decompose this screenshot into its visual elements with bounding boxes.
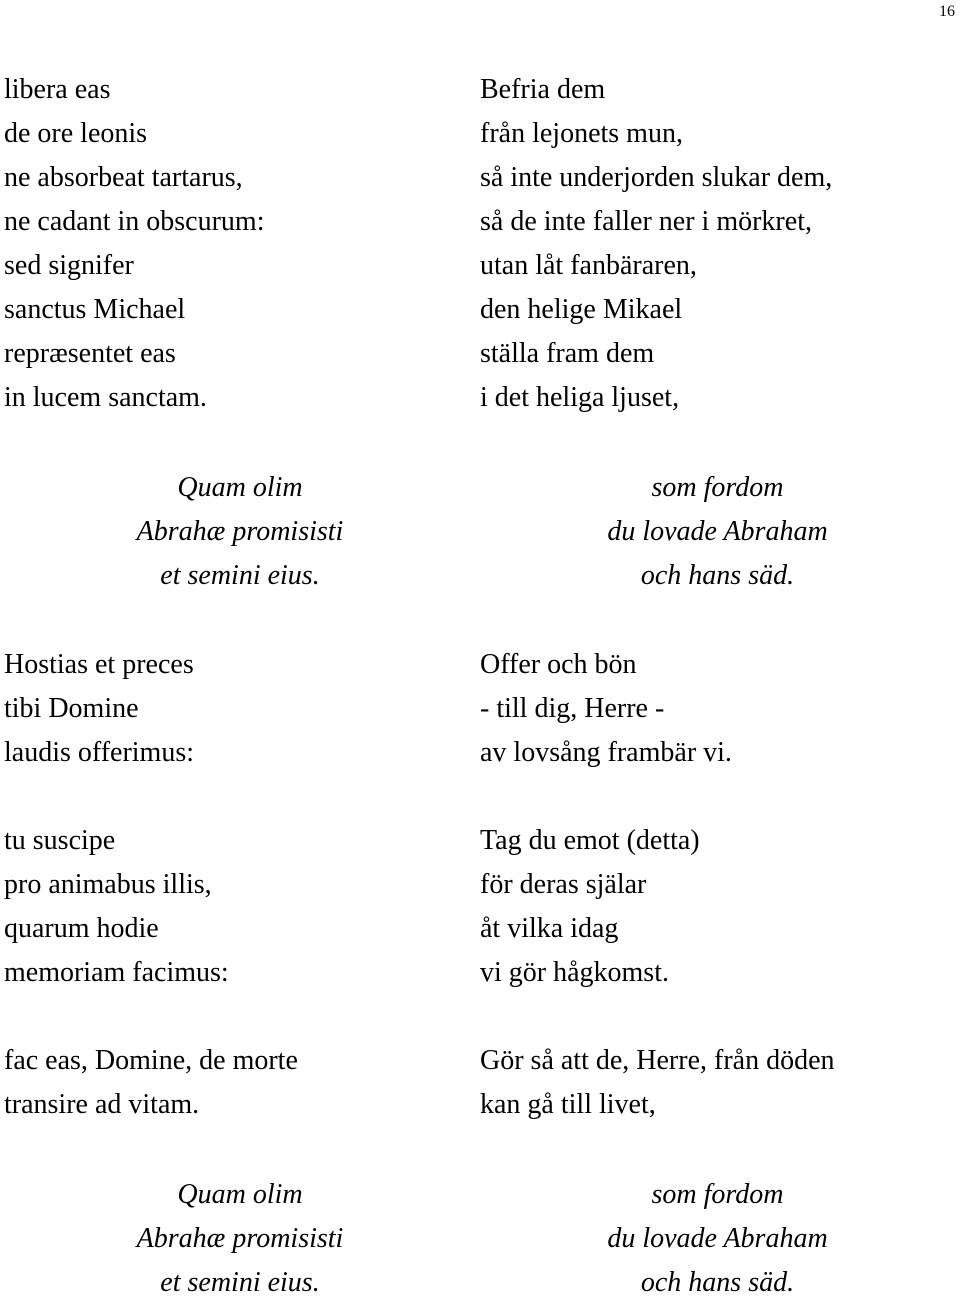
latin-line: ne cadant in obscurum: (4, 206, 265, 237)
latin-line: Hostias et preces (4, 649, 194, 680)
swedish-line: och hans säd. (640, 1267, 795, 1298)
swedish-line: i det heliga ljuset, (480, 382, 680, 413)
swedish-line: så de inte faller ner i mörkret, (480, 206, 812, 237)
latin-line: et semini eius. (160, 1267, 320, 1298)
swedish-line: - till dig, Herre - (480, 693, 665, 724)
latin-stanza-2 (4, 643, 484, 775)
latin-line: in lucem sanctam. (4, 382, 207, 413)
swedish-line: Befria dem (480, 74, 606, 105)
swedish-line: som fordom (651, 1179, 784, 1210)
swedish-line: för deras själar (480, 869, 647, 900)
swedish-stanza-1 (480, 68, 960, 420)
latin-line: fac eas, Domine, de morte (4, 1045, 298, 1076)
swedish-line: Offer och bön (480, 649, 637, 680)
latin-line: repræsentet eas (4, 338, 176, 369)
swedish-line: Tag du emot (detta) (480, 825, 700, 856)
swedish-line: från lejonets mun, (480, 118, 683, 149)
latin-line: Quam olim (177, 472, 303, 503)
swedish-line: Gör så att de, Herre, från döden (480, 1045, 835, 1076)
page-number: 16 (939, 3, 955, 20)
swedish-line: kan gå till livet, (480, 1089, 656, 1120)
latin-stanza-4 (4, 1039, 484, 1127)
swedish-line: så inte underjorden slukar dem, (480, 162, 833, 193)
latin-line: ne absorbeat tartarus, (4, 162, 243, 193)
swedish-line: utan låt fanbäraren, (480, 250, 697, 281)
latin-line: Abrahæ promisisti (136, 516, 344, 547)
latin-line: Abrahæ promisisti (136, 1223, 344, 1254)
swedish-line: du lovade Abraham (607, 1223, 828, 1254)
latin-stanza-1 (4, 68, 484, 420)
swedish-line: den helige Mikael (480, 294, 683, 325)
latin-line: laudis offerimus: (4, 737, 195, 768)
latin-line: tu suscipe (4, 825, 116, 856)
latin-line: Quam olim (177, 1179, 303, 1210)
swedish-line: och hans säd. (640, 560, 795, 591)
latin-line: quarum hodie (4, 913, 159, 944)
latin-line: sanctus Michael (4, 294, 186, 325)
latin-line: de ore leonis (4, 118, 148, 149)
swedish-line: du lovade Abraham (607, 516, 828, 547)
latin-line: et semini eius. (160, 560, 320, 591)
latin-line: libera eas (4, 74, 111, 105)
latin-refrain-2 (0, 1173, 480, 1305)
latin-line: pro animabus illis, (4, 869, 212, 900)
latin-line: memoriam facimus: (4, 957, 229, 988)
swedish-refrain-1 (480, 466, 955, 598)
swedish-stanza-3 (480, 819, 960, 995)
latin-line: sed signifer (4, 250, 134, 281)
latin-stanza-3 (4, 819, 484, 995)
latin-refrain-1 (0, 466, 480, 598)
swedish-line: av lovsång frambär vi. (480, 737, 732, 768)
swedish-line: som fordom (651, 472, 784, 503)
swedish-stanza-2 (480, 643, 960, 775)
swedish-line: vi gör hågkomst. (480, 957, 669, 988)
latin-line: transire ad vitam. (4, 1089, 200, 1120)
swedish-line: åt vilka idag (480, 913, 619, 944)
latin-line: tibi Domine (4, 693, 139, 724)
swedish-refrain-2 (480, 1173, 955, 1305)
swedish-line: ställa fram dem (480, 338, 655, 369)
swedish-stanza-4 (480, 1039, 960, 1127)
